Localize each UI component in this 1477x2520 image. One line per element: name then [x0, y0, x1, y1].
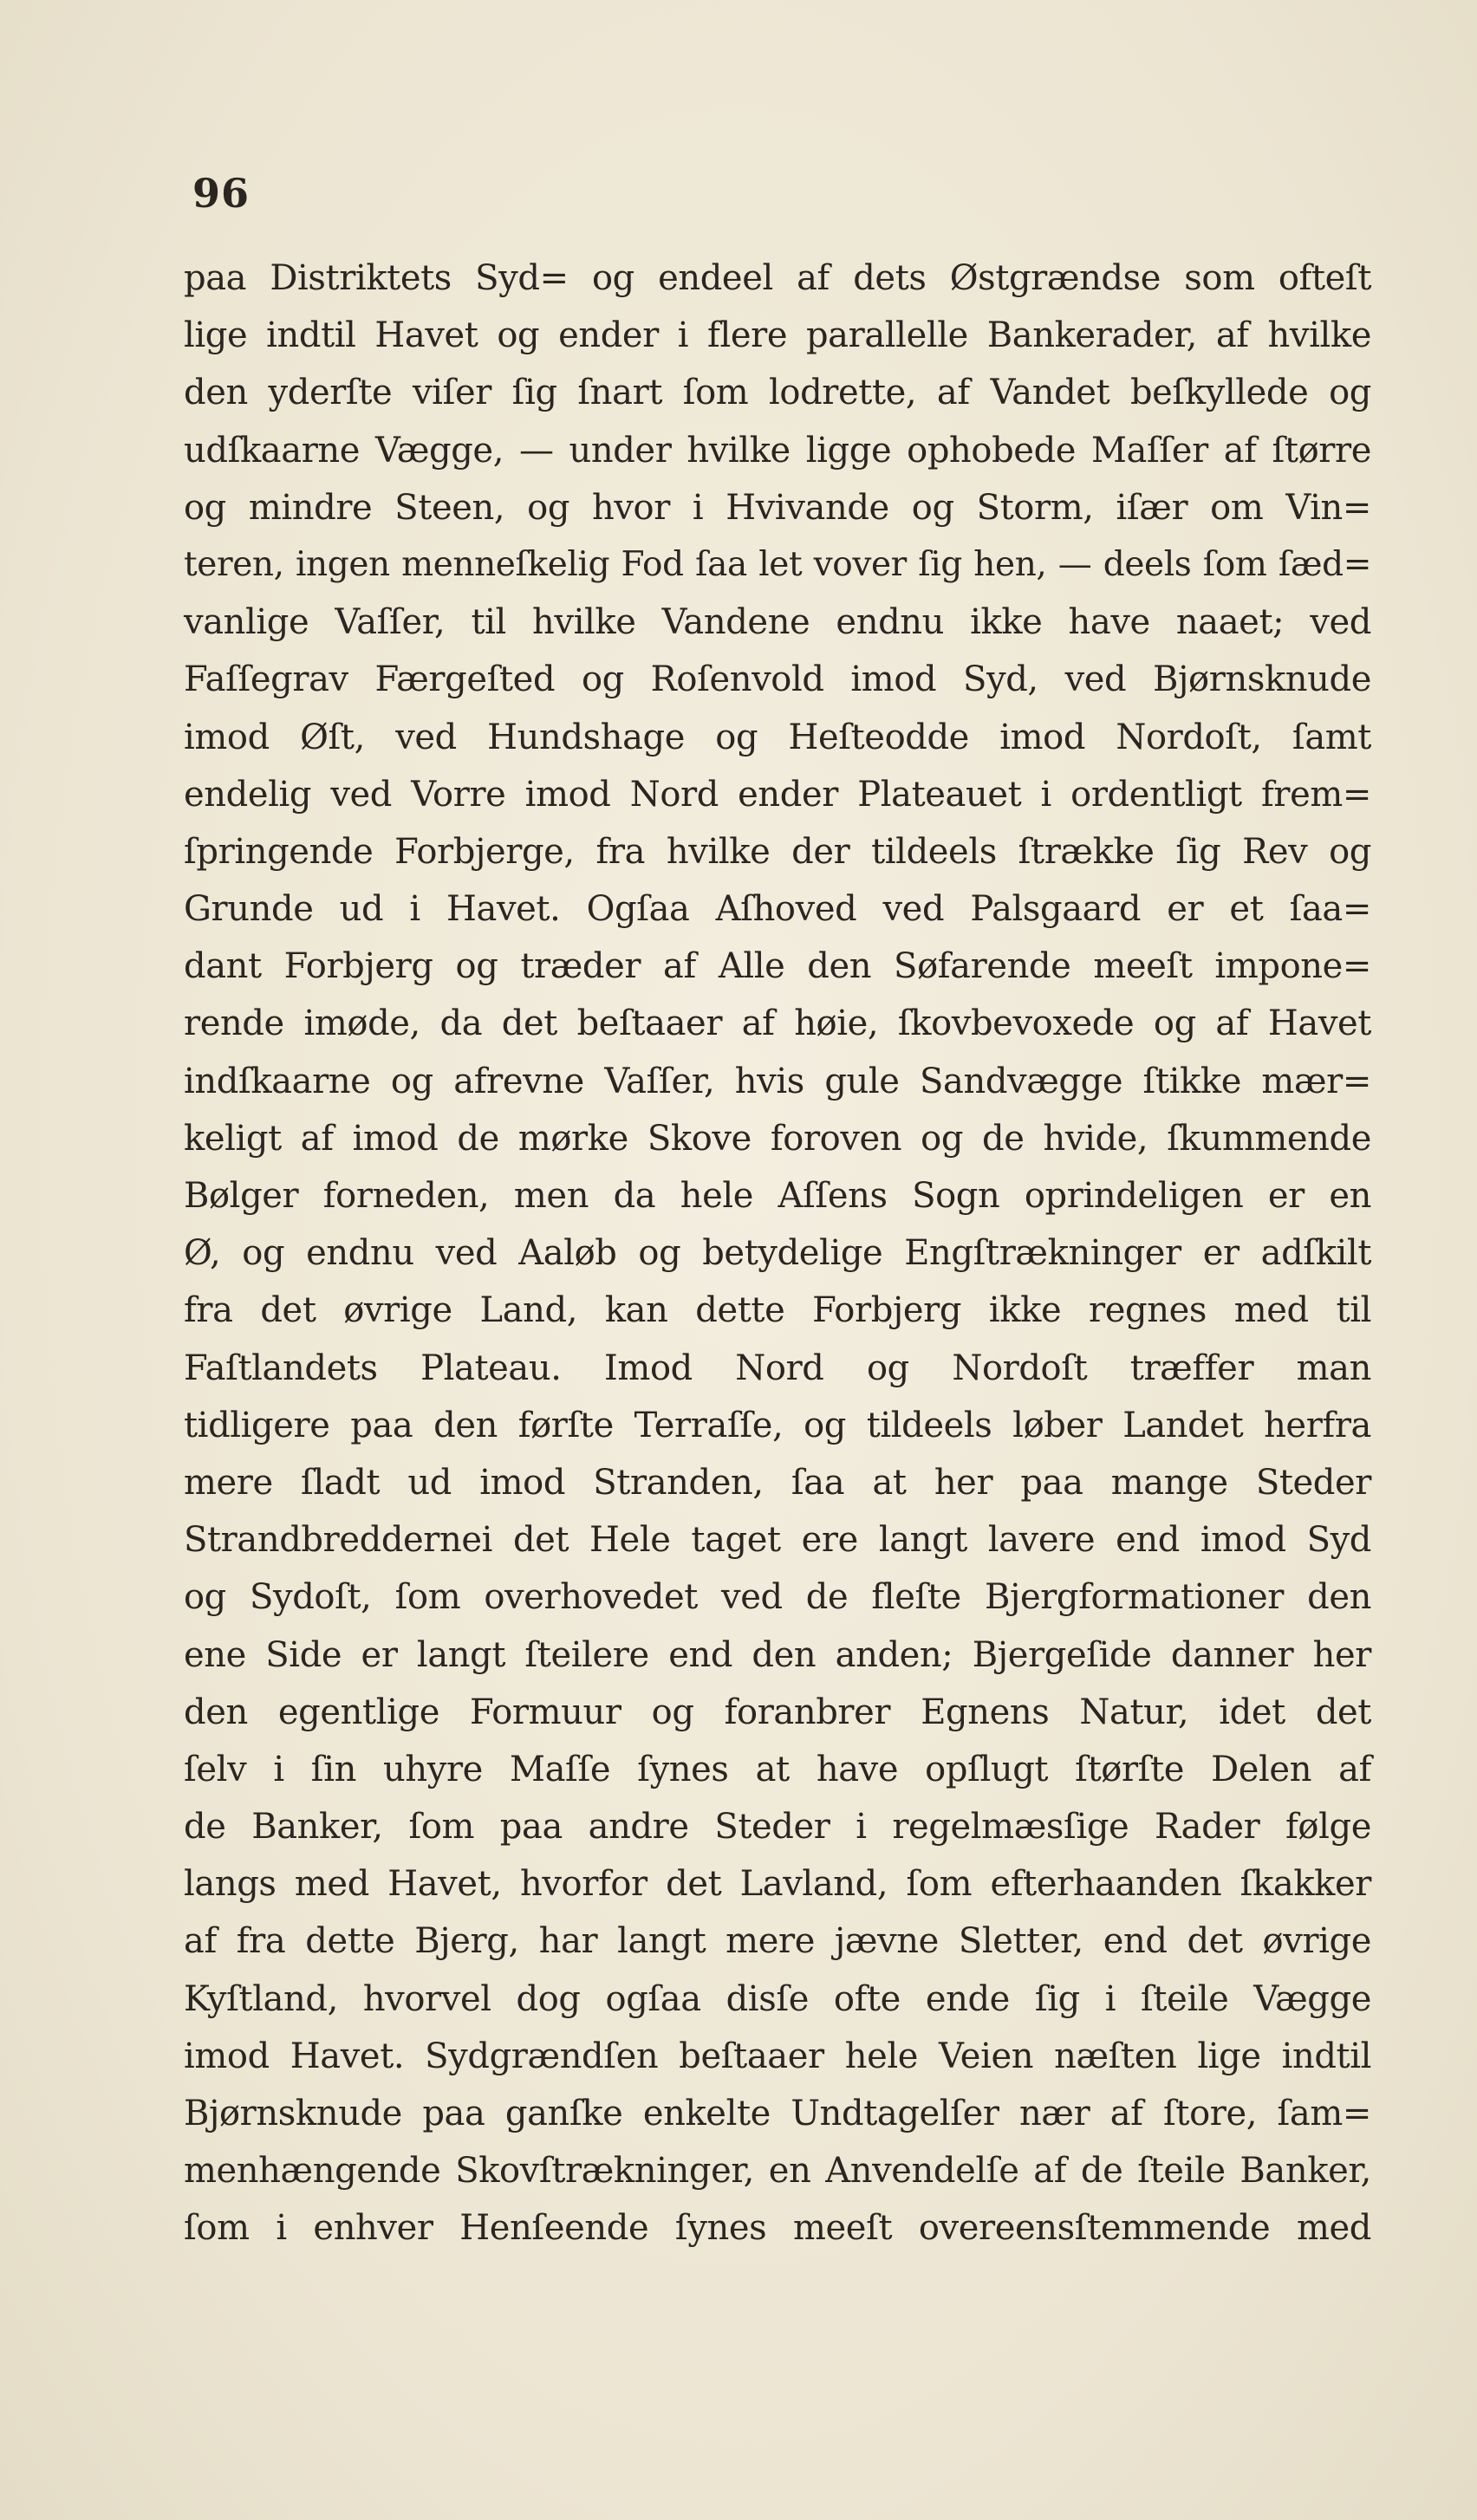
- text-line: vanlige Vaſſer, til hvilke Vandene endnu ikke have naaet; ved: [184, 602, 1371, 643]
- text-line: imod Øſt, ved Hundshage og Heſteodde imod Nordoſt, ſamt: [184, 717, 1371, 757]
- text-line: Kyſtland, hvorvel dog ogſaa disſe ofte ende ſig i ſteile Vægge: [184, 1978, 1371, 2019]
- text-line: de Banker, ſom paa andre Steder i regelmæsſige Rader følge: [184, 1807, 1371, 1848]
- text-line: og Sydoſt, ſom overhovedet ved de fleſte Bjergformationer den: [184, 1577, 1371, 1618]
- text-line: mere ſladt ud imod Stranden, ſaa at her paa mange Steder: [184, 1462, 1371, 1503]
- text-line: Faſſegrav Færgeſted og Roſenvold imod Syd, ved Bjørnsknude: [184, 659, 1371, 700]
- text-line: endelig ved Vorre imod Nord ender Plateauet i ordentligt frem=: [184, 774, 1371, 815]
- text-line: ſelv i ſin uhyre Maſſe ſynes at have opſlugt ſtørſte Delen af: [184, 1749, 1371, 1789]
- text-line: Bølger forneden, men da hele Aſſens Sogn oprindeligen er en: [184, 1176, 1371, 1216]
- text-line: Ø, og endnu ved Aaløb og betydelige Engſtrækninger er adſkilt: [184, 1233, 1371, 1274]
- text-line: ſpringende Forbjerge, fra hvilke der tildeels ſtrække ſig Rev og: [184, 831, 1371, 872]
- text-line: teren, ingen menneſkelig Fod ſaa let vover ſig hen, — deels ſom ſæd=: [184, 544, 1371, 584]
- text-line: af fra dette Bjerg, har langt mere jævne Sletter, end det øvrige: [184, 1921, 1371, 1962]
- text-line: Bjørnsknude paa ganſke enkelte Undtagelſer nær af ſtore, ſam=: [184, 2094, 1371, 2134]
- text-line: tidligere paa den førſte Terraſſe, og tildeels løber Landet herfra: [184, 1405, 1371, 1445]
- text-line: Grunde ud i Havet. Ogſaa Aſhoved ved Palsgaard er et ſaa=: [184, 889, 1371, 930]
- text-line: imod Havet. Sydgrændſen beſtaaer hele Veien næſten lige indtil: [184, 2036, 1371, 2076]
- text-line: menhængende Skovſtrækninger, en Anvendelſe af de ſteile Banker,: [184, 2151, 1371, 2192]
- body-text: [184, 250, 1371, 2257]
- text-line: den yderſte viſer ſig ſnart ſom lodrette, af Vandet beſkyllede og: [184, 373, 1371, 413]
- text-line: paa Distriktets Syd= og endeel af dets Østgrændse som ofteſt: [184, 258, 1371, 298]
- text-line: fra det øvrige Land, kan dette Forbjerg ikke regnes med til: [184, 1290, 1371, 1331]
- text-line: Strandbreddernei det Hele taget ere langt lavere end imod Syd: [184, 1520, 1371, 1561]
- text-line: Faſtlandets Plateau. Imod Nord og Nordoſt træffer man: [184, 1348, 1371, 1388]
- page-number: 96: [192, 170, 251, 217]
- text-line: den egentlige Formuur og foranbrer Egnens Natur, idet det: [184, 1692, 1371, 1732]
- text-line: ene Side er langt ſteilere end den anden; Bjergeſide danner her: [184, 1634, 1371, 1675]
- text-line: indſkaarne og afrevne Vaſſer, hvis gule Sandvægge ſtikke mær=: [184, 1061, 1371, 1101]
- text-line: rende imøde, da det beſtaaer af høie, ſkovbevoxede og af Havet: [184, 1003, 1371, 1044]
- text-line: ſom i enhver Henſeende ſynes meeſt overeensſtemmende med: [184, 2208, 1371, 2249]
- text-line: lige indtil Havet og ender i flere parallelle Bankerader, af hvilke: [184, 315, 1371, 356]
- text-line: udſkaarne Vægge, — under hvilke ligge ophobede Maſſer af ſtørre: [184, 430, 1371, 471]
- text-line: langs med Havet, hvorfor det Lavland, ſom efterhaanden ſkakker: [184, 1864, 1371, 1905]
- text-line: keligt af imod de mørke Skove foroven og de hvide, ſkummende: [184, 1118, 1371, 1159]
- text-line: dant Forbjerg og træder af Alle den Søfarende meeſt impone=: [184, 946, 1371, 987]
- text-line: og mindre Steen, og hvor i Hvivande og Storm, iſær om Vin=: [184, 487, 1371, 528]
